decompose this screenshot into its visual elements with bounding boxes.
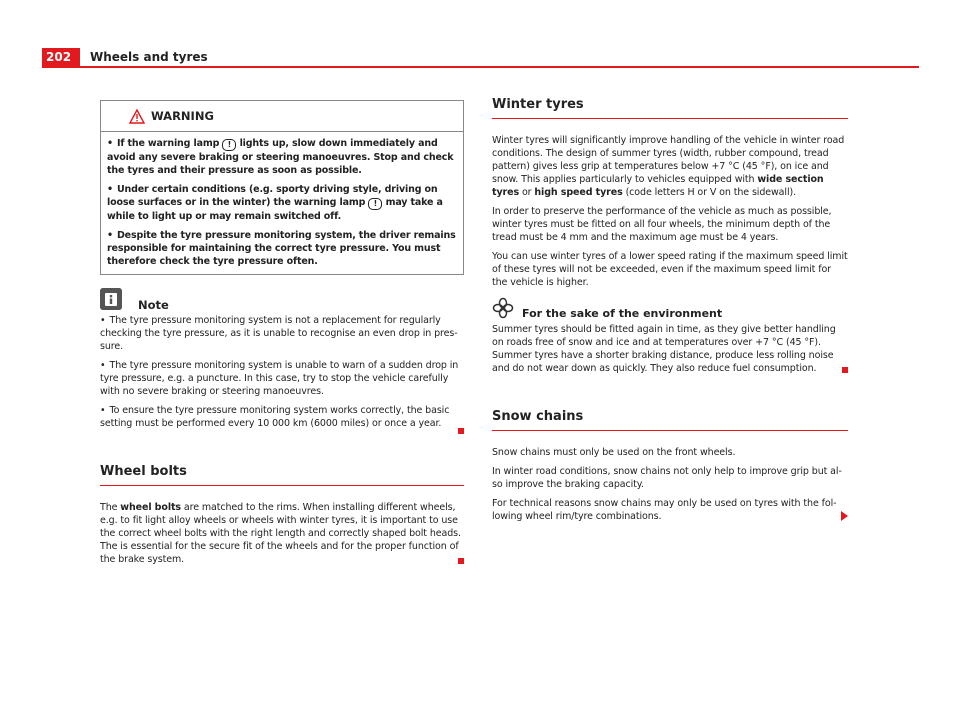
section-end-marker (458, 558, 464, 564)
winter-tyres-text-3: You can use winter tyres of a lower speed rating if the maximum speed limit of these tyres will not be exceeded, even if the maximum speed limit for the vehicle is higher. (492, 251, 848, 288)
wheel-bolts-text: The wheel bolts are matched to the rims. When installing different wheels, e.g. to fit light alloy wheels or wheels with winter tyres, it is important to use the correct wheel bolts with the right length and correctly shaped bolt heads. The is essential for the secure fit of the wheels and for the proper function of the brake system. (100, 501, 464, 566)
warning-box (100, 100, 464, 275)
warning-title: WARNING (151, 109, 214, 123)
note-item: • The tyre pressure monitoring system is unable to warn of a sudden drop in tyre pressure, e.g. a puncture. In this case, try to stop the vehicle carefully with no severe braking or steering manoeuvres. (100, 360, 459, 397)
winter-tyres-heading: Winter tyres (492, 97, 848, 119)
note-item: • To ensure the tyre pressure monitoring system works correctly, the basic setting must be performed every 10 000 km (6000 miles) or once a year. (100, 404, 464, 430)
tyre-pressure-lamp-icon: ! (368, 198, 382, 210)
warning-triangle-icon (129, 109, 145, 124)
warning-body (101, 132, 463, 274)
page-title: Wheels and tyres (90, 50, 208, 64)
note-item: • The tyre pressure monitoring system is not a replacement for regularly checking the tyre pressure, as it is unable to recognise an even drop in pressure. (100, 315, 458, 352)
warning-header (101, 101, 463, 132)
environment-header (492, 297, 848, 323)
left-column (100, 100, 464, 572)
winter-tyres-text-2: In order to preserve the performance of the vehicle as much as possible, winter tyres must be fitted on all four wheels, the minimum depth of the tread must be 4 mm and the maximum age must be 4 years. (492, 206, 832, 243)
note-title: Note (138, 298, 169, 312)
note-info-icon (100, 288, 122, 310)
header-rule (42, 66, 919, 68)
section-end-marker (842, 367, 848, 373)
section-end-marker (458, 428, 464, 434)
note-header (100, 288, 464, 312)
snow-chains-text-3: For technical reasons snow chains may only be used on tyres with the following wheel rim/tyre combinations. (492, 497, 848, 523)
continue-arrow-icon (841, 511, 848, 521)
right-column (492, 97, 848, 529)
winter-tyres-text-1: Winter tyres will significantly improve handling of the vehicle in winter road conditions. The design of summer tyres (width, rubber compound, tread pattern) gives less grip at temperatures below +7 °C (45 °F), on ice and snow. This applies particularly to vehicles equipped with wide section tyres or high speed tyres (code letters H or V on the sidewall). (492, 135, 845, 198)
environment-text: Summer tyres should be fitted again in time, as they give better handling on roads free of snow and ice and at temperatures over +7 °C (45 °F). Summer tyres have a shorter braking distance, produce less rolling noise and do not wear down as quickly. They also reduce fuel consumption. (492, 323, 848, 375)
page-number: 202 (42, 48, 80, 67)
warning-item: • If the warning lamp ! lights up, slow down immediately and avoid any severe braking or steering manoeuvres. Stop and check the tyres and their pressure as soon as possible. (107, 138, 454, 176)
snow-chains-heading: Snow chains (492, 409, 848, 431)
tyre-pressure-lamp-icon: ! (222, 139, 236, 151)
environment-flower-icon (492, 297, 514, 319)
snow-chains-text-2: In winter road conditions, snow chains not only help to improve grip but also improve the braking capacity. (492, 466, 842, 490)
environment-title: For the sake of the environment (522, 307, 723, 320)
warning-item: • Despite the tyre pressure monitoring system, the driver remains responsible for maintaining the correct tyre pressure. You must therefore check the tyre pressure often. (107, 230, 456, 267)
snow-chains-text-1: Snow chains must only be used on the front wheels. (492, 447, 736, 458)
note-body (100, 314, 464, 430)
wheel-bolts-heading: Wheel bolts (100, 464, 464, 486)
warning-item: • Under certain conditions (e.g. sporty driving style, driving on loose surfaces or in the winter) the warning lamp ! may take a while to light up or may remain switched off. (107, 184, 443, 222)
